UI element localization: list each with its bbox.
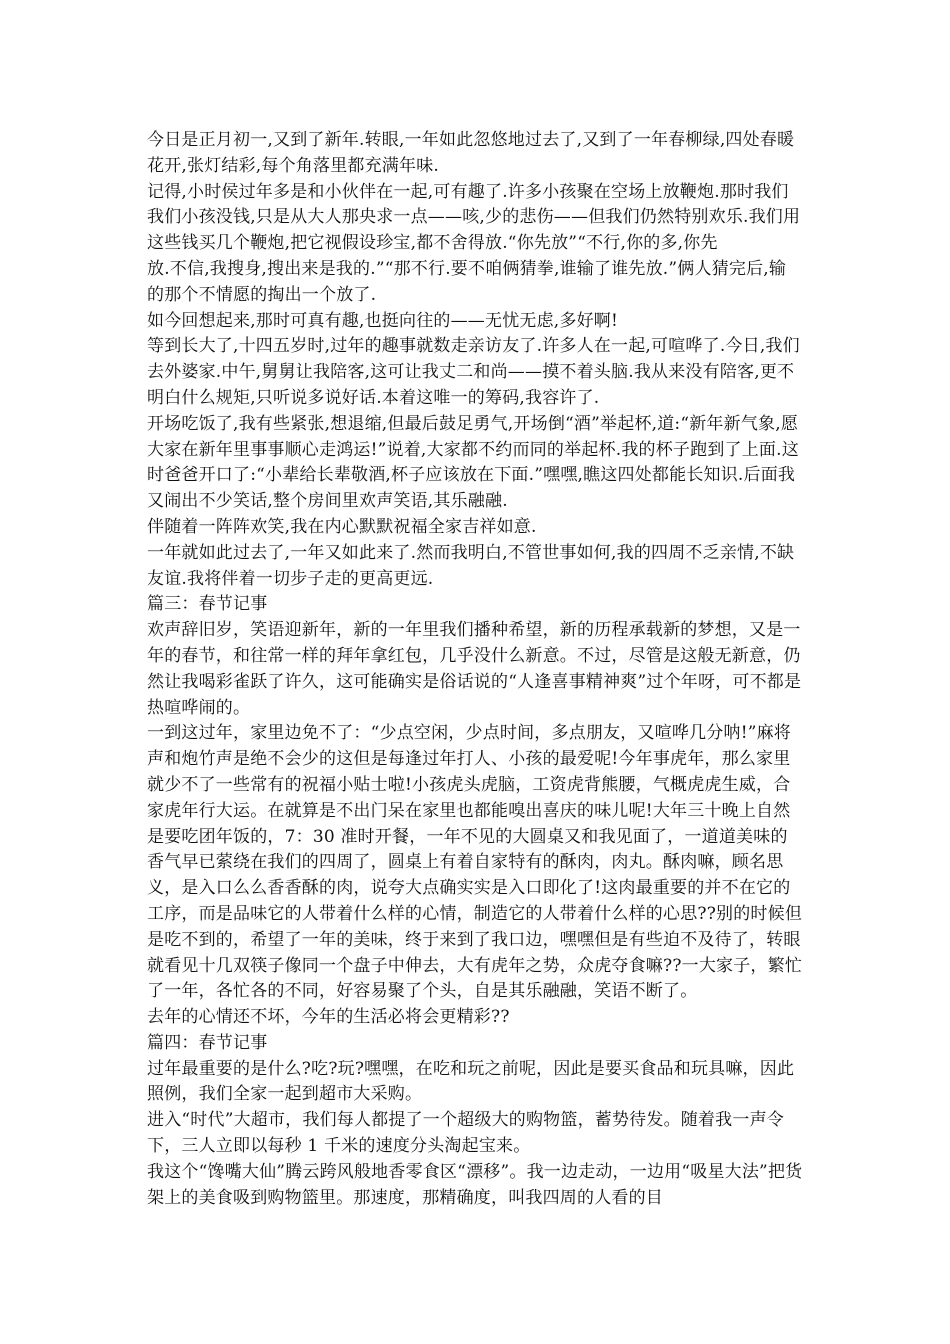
paragraph-farewell-old-year: 欢声辞旧岁，笑语迎新年，新的一年里我们播种希望，新的历程承载新的梦想，又是一年的春节，和往常一样的拜年拿红包，几乎没什么新意。不过，尽管是这般无新意，仍然让我喝彩雀跃了许久，这可能确实是俗话说的“人逢喜事精神爽”过个年呀，可不都是热喧哗闹的。 bbox=[147, 620, 802, 718]
paragraph-conclusion: 一年就如此过去了,一年又如此来了.然而我明白,不管世事如何,我的四周不乏亲情,不缺友谊.我将伴着一切步子走的更高更远. bbox=[147, 542, 795, 589]
section-heading-part-three: 篇三：春节记事 bbox=[147, 594, 268, 615]
paragraph-snack-zone: 我这个“馋嘴大仙”腾云跨风般地香零食区“漂移”。我一边走动，一边用“吸星大法”把货架上的美食吸到购物篮里。那速度，那精确度，叫我四周的人看的目 bbox=[147, 1161, 803, 1208]
paragraph-blessing: 伴随着一阵阵欢笑,我在内心默默祝福全家吉祥如意. bbox=[147, 516, 537, 537]
paragraph-new-year-day: 今日是正月初一,又到了新年.转眼,一年如此忽悠地过去了,又到了一年春柳绿,四处春暖花开,张灯结彩,每个角落里都充满年味. bbox=[147, 130, 795, 176]
section-heading-part-four: 篇四：春节记事 bbox=[147, 1032, 268, 1053]
paragraph-family-reunion-dinner: 一到这过年，家里边免不了：“少点空闲，少点时间，多点朋友，又喧哗几分呐!”麻将声和炮竹声是绝不会少的这但是每逢过年打人、小孩的最爱呢!今年事虎年，那么家里就少不了一些常有的祝福小贴士啦!小孩虎头虎脑，工资虎背熊腰，气概虎虎生威，合家虎年行大运。在就算是不出门呆在家里也都能嗅出喜庆的味儿呢!大年三十晚上自然是要吃团年饭的，7：30 准时开餐，一年不见的大圆桌又和我见面了，一道道美味的香气早已萦绕在我们的四周了，圆桌上有着自家特有的酥肉，肉丸。酥肉嘛，顾名思义，是入口么么香香酥的肉，说夸大点确实实是入口即化了!这肉最重要的并不在它的工序，而是品味它的人带着什么样的心情，制造它的人带着什么样的心思??别的时候但是吃不到的，希望了一年的美味，终于来到了我口边，嘿嘿但是有些迫不及待了，转眼就看见十几双筷子像同一个盘子中伸去，大有虎年之势，众虎夺食嘛??一大家子，繁忙了一年，各忙各的不同，好容易聚了个头，自是其乐融融，笑语不断了。 bbox=[147, 723, 803, 1002]
paragraph-next-year-hope: 去年的心情还不坏，今年的生活必将会更精彩?? bbox=[147, 1007, 510, 1028]
paragraph-childhood-firecrackers: 记得,小时侯过年多是和小伙伴在一起,可有趣了.许多小孩聚在空场上放鞭炮.那时我们我们小孩没钱,只是从大人那央求一点——咳,少的悲伤——但我们仍然特别欢乐.我们用这些钱买几个鞭炮,把它视假设珍宝,都不舍得放.“你先放”“不行,你的多,你先 bbox=[147, 181, 801, 254]
paragraph-recollection: 如今回想起来,那时可真有趣,也挺向往的——无忧无虑,多好啊! bbox=[147, 310, 619, 331]
document-body bbox=[147, 128, 803, 1211]
paragraph-shopping-intro: 过年最重要的是什么?吃?玩?嘿嘿，在吃和玩之前呢，因此是要买食品和玩具嘛，因此照例，我们全家一起到超市大采购。 bbox=[147, 1058, 795, 1105]
paragraph-rock-paper-scissors: 放.不信,我搜身,搜出来是我的.”“那不行.要不咱俩猜拳,谁输了谁先放.”俩人猜完后,输的那个不情愿的掏出一个放了. bbox=[147, 258, 787, 305]
paragraph-visiting-relatives: 等到长大了,十四五岁时,过年的趣事就数走亲访友了.许多人在一起,可喧哗了.今日,我们去外婆家.中午,舅舅让我陪客,这可让我丈二和尚——摸不着头脑.我从来没有陪客,更不明白什么规矩,只听说多说好话.本着这唯一的筹码,我容许了. bbox=[147, 336, 800, 408]
paragraph-supermarket: 进入“时代”大超市，我们每人都提了一个超级大的购物篮，蓄势待发。随着我一声令下，三人立即以每秒 1 千米的速度分头淘起宝来。 bbox=[147, 1110, 784, 1157]
paragraph-toast: 开场吃饭了,我有些紧张,想退缩,但最后鼓足勇气,开场倒“酒”举起杯,道:“新年新气象,愿大家在新年里事事顺心走鸿运!”说着,大家都不约而同的举起杯.我的杯子跑到了上面.这时爸爸开口了:“小辈给长辈敬酒,杯子应该放在下面.”嘿嘿,瞧这四处都能长知识.后面我又闹出不少笑话,整个房间里欢声笑语,其乐融融. bbox=[147, 413, 799, 512]
